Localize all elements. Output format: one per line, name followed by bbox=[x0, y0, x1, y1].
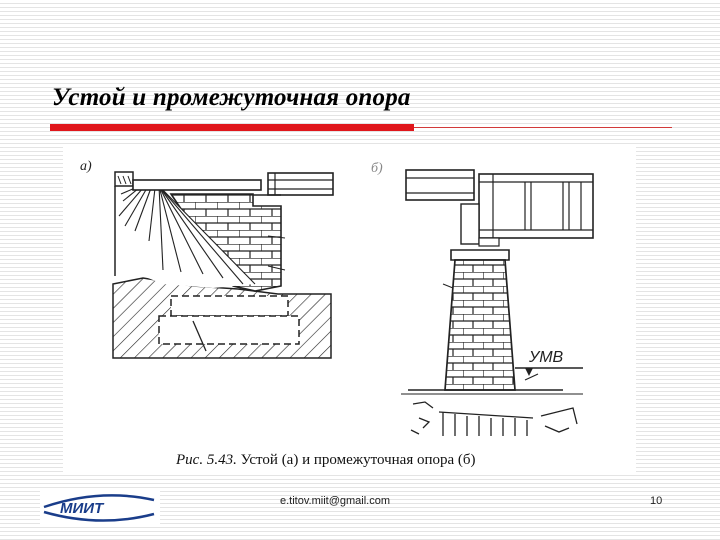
caption-prefix: Рис. 5.43. bbox=[176, 452, 237, 468]
foundation-upper bbox=[171, 296, 288, 316]
title-underline bbox=[414, 127, 672, 128]
logo-text: МИИТ bbox=[60, 500, 104, 517]
span-superstructure bbox=[268, 173, 333, 195]
right-truss-span bbox=[479, 174, 593, 238]
title-accent-bar bbox=[50, 124, 414, 131]
miit-logo bbox=[40, 490, 160, 524]
figure-caption bbox=[176, 452, 596, 469]
pier-cap bbox=[451, 250, 509, 260]
footer-email: e.titov.miit@gmail.com bbox=[280, 495, 390, 507]
label-b: б) bbox=[371, 161, 383, 176]
umv-label: УМВ bbox=[529, 349, 564, 366]
left-span bbox=[406, 170, 474, 200]
pier-body bbox=[445, 260, 515, 390]
bearing-beam bbox=[133, 180, 261, 190]
caption-text: Устой (а) и промежуточная опора (б) bbox=[240, 452, 476, 468]
label-a: а) bbox=[80, 159, 92, 174]
slide-title: Устой и промежуточная опора bbox=[52, 84, 411, 111]
page-number: 10 bbox=[650, 495, 663, 507]
abutment-drawing bbox=[80, 159, 333, 358]
figure-drawing bbox=[63, 146, 636, 474]
foundation-lower bbox=[159, 316, 299, 344]
pier-drawing bbox=[371, 161, 593, 436]
